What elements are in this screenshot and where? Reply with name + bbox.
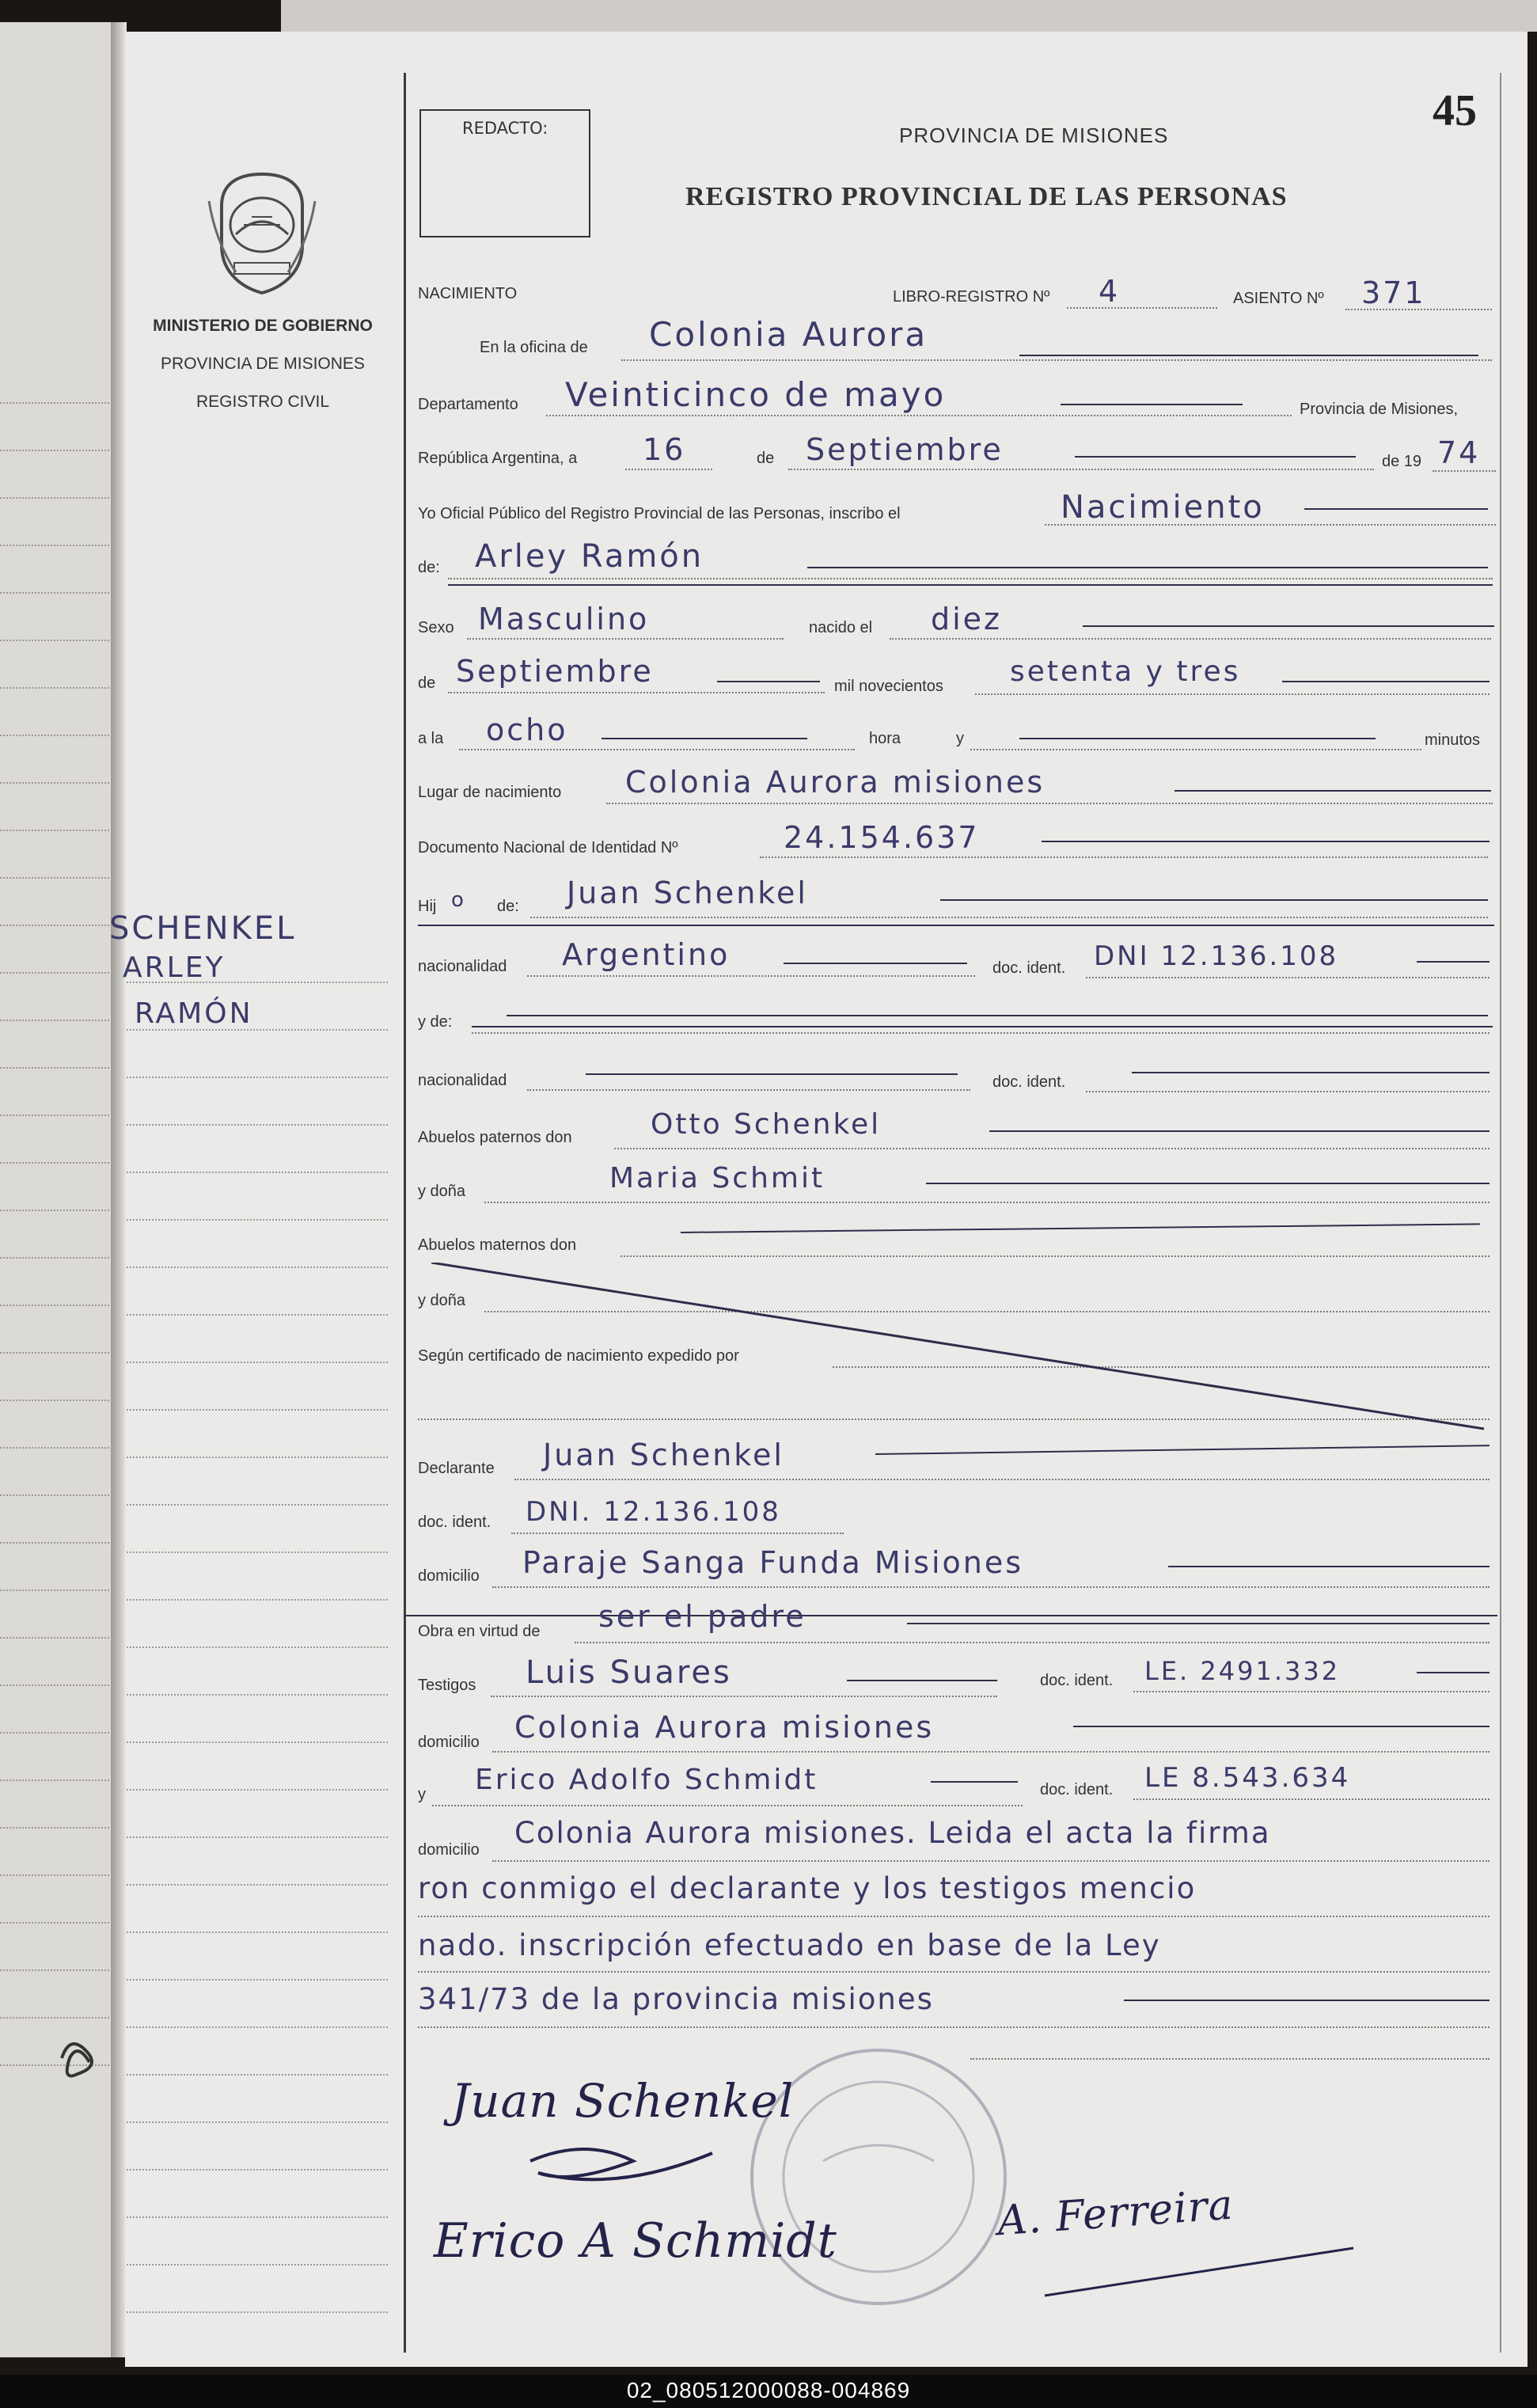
margin-secondname: RAMÓN	[135, 997, 253, 1030]
libro-label: LIBRO-REGISTRO Nº	[893, 288, 1050, 306]
margin-scribble-icon	[46, 2026, 109, 2090]
signature-oficial-flourish-icon	[1037, 2240, 1369, 2311]
lugar-value: Colonia Aurora misiones	[625, 765, 1046, 800]
nacimiento-label: NACIMIENTO	[418, 285, 518, 302]
obra-value: ser el padre	[598, 1599, 806, 1634]
ministry-label: MINISTERIO DE GOBIERNO	[153, 317, 373, 335]
a-la-label: a la	[418, 730, 444, 747]
doc-ident3-label: doc. ident.	[418, 1514, 491, 1531]
sexo-value: Masculino	[478, 602, 650, 636]
doc-declarante-value: DNI. 12.136.108	[526, 1496, 781, 1528]
obra-label: Obra en virtud de	[418, 1623, 541, 1640]
y-dona2-label: y doña	[418, 1292, 466, 1309]
left-page-edge	[0, 22, 119, 2357]
nota-line1: Colonia Aurora misiones. Leida el acta la firma	[514, 1816, 1271, 1850]
image-id-label: 02_080512000088-004869	[626, 2378, 911, 2402]
y2-label: y	[418, 1786, 426, 1803]
signature-oficial: A. Ferreira	[996, 2181, 1235, 2246]
de-padre-label: de:	[497, 898, 519, 915]
nacionalidad2-label: nacionalidad	[418, 1072, 507, 1089]
minutos-label: minutos	[1425, 731, 1481, 749]
image-id-bar	[0, 2375, 1537, 2408]
republica-label: República Argentina, a	[418, 450, 578, 467]
doc-ident2-label: doc. ident.	[992, 1073, 1066, 1091]
y-dona-label: y doña	[418, 1183, 466, 1200]
nacido-label: nacido el	[809, 619, 873, 636]
de-mes-label: de	[418, 674, 436, 692]
margin-registry-label: REGISTRO CIVIL	[195, 393, 330, 411]
nombre-value: Arley Ramón	[475, 538, 704, 575]
anio-value: 74	[1437, 435, 1481, 470]
doc-testigo2-value: LE 8.543.634	[1144, 1762, 1351, 1794]
sexo-label: Sexo	[418, 619, 454, 636]
nacido-mes-value: Septiembre	[456, 654, 654, 689]
registry-title: REGISTRO PROVINCIAL DE LAS PERSONAS	[685, 182, 1288, 211]
page-number: 45	[1433, 86, 1477, 135]
padre-value: Juan Schenkel	[567, 875, 808, 910]
doc-ident-label: doc. ident.	[992, 959, 1066, 977]
dia-value: 16	[643, 432, 686, 467]
mes-value: Septiembre	[806, 432, 1004, 467]
right-vertical-rule	[1500, 73, 1501, 2353]
libro-value: 4	[1099, 274, 1121, 309]
domicilio-label: domicilio	[418, 1567, 480, 1585]
de-label: de	[757, 450, 775, 467]
doc-padre-value: DNI 12.136.108	[1094, 940, 1339, 972]
dni-value: 24.154.637	[784, 820, 980, 855]
abuelos-pat-label: Abuelos paternos don	[418, 1129, 572, 1146]
margin-firstname: ARLEY	[123, 951, 226, 984]
de19-label: de 19	[1382, 453, 1422, 470]
strike-line	[431, 1263, 1500, 1445]
nota-line4: 341/73 de la provincia misiones	[418, 1982, 934, 2016]
hijo-label: Hij	[418, 898, 437, 915]
redacto-label: REDACTO:	[462, 119, 548, 138]
left-vertical-rule	[404, 73, 406, 2353]
certificado-label: Según certificado de nacimiento expedido por	[418, 1347, 739, 1365]
hijo-suffix: o	[451, 888, 466, 912]
asiento-label: ASIENTO Nº	[1233, 290, 1324, 307]
signature-flourish-icon	[522, 2129, 728, 2201]
coat-of-arms-icon	[204, 169, 320, 296]
asiento-value: 371	[1361, 275, 1426, 310]
domicilio3-label: domicilio	[418, 1841, 480, 1859]
signature-declarante: Juan Schenkel	[451, 2074, 795, 2128]
doc-ident4-label: doc. ident.	[1040, 1672, 1114, 1689]
margin-surname: SCHENKEL	[109, 910, 297, 947]
declarante-value: Juan Schenkel	[543, 1438, 784, 1472]
domicilio-value: Paraje Sanga Funda Misiones	[522, 1545, 1024, 1580]
signature-testigo: Erico A Schmidt	[434, 2213, 837, 2269]
departamento-value: Veinticinco de mayo	[565, 375, 947, 414]
nacionalidad-label: nacionalidad	[418, 958, 507, 975]
abuelos-mat-label: Abuelos maternos don	[418, 1236, 577, 1254]
domicilio2-label: domicilio	[418, 1734, 480, 1751]
hora-value: ocho	[486, 712, 568, 747]
testigo1-value: Luis Suares	[526, 1654, 732, 1691]
abuela-pat-value: Maria Schmit	[609, 1162, 825, 1195]
doc-testigo1-value: LE. 2491.332	[1144, 1656, 1341, 1686]
doc-ident5-label: doc. ident.	[1040, 1781, 1114, 1798]
departamento-label: Departamento	[418, 396, 518, 413]
acto-value: Nacimiento	[1061, 489, 1265, 526]
redacto-box	[419, 109, 590, 237]
oficial-label: Yo Oficial Público del Registro Provincial de las Personas, inscribo el	[418, 505, 901, 522]
nacionalidad-padre-value: Argentino	[562, 937, 731, 972]
header-province: PROVINCIA DE MISIONES	[899, 123, 1169, 147]
y-label: y	[956, 730, 964, 747]
hora-label: hora	[869, 730, 901, 747]
domicilio-testigo1-value: Colonia Aurora misiones	[514, 1710, 935, 1745]
lugar-label: Lugar de nacimiento	[418, 784, 562, 801]
testigo2-value: Erico Adolfo Schmidt	[475, 1764, 818, 1796]
nacido-dia-value: diez	[931, 602, 1003, 636]
anio-nac-value: setenta y tres	[1010, 655, 1241, 688]
de-nombre-label: de:	[418, 559, 440, 576]
y-de-label: y de:	[418, 1013, 453, 1031]
dni-label: Documento Nacional de Identidad Nº	[418, 839, 678, 856]
provincia-suffix: Provincia de Misiones,	[1300, 401, 1459, 418]
testigos-label: Testigos	[418, 1677, 476, 1694]
oficina-label: En la oficina de	[480, 339, 588, 356]
book-spine	[111, 22, 127, 2357]
declarante-label: Declarante	[418, 1460, 495, 1477]
mil-label: mil novecientos	[834, 678, 943, 695]
margin-province-label: PROVINCIA DE MISIONES	[161, 355, 365, 373]
nota-line2: ron conmigo el declarante y los testigos mencio	[418, 1871, 1197, 1905]
oficina-value: Colonia Aurora	[649, 315, 928, 354]
top-paper-strip	[281, 0, 1537, 32]
nota-line3: nado. inscripción efectuado en base de la Ley	[418, 1928, 1161, 1962]
abuelo-pat-value: Otto Schenkel	[651, 1108, 882, 1141]
